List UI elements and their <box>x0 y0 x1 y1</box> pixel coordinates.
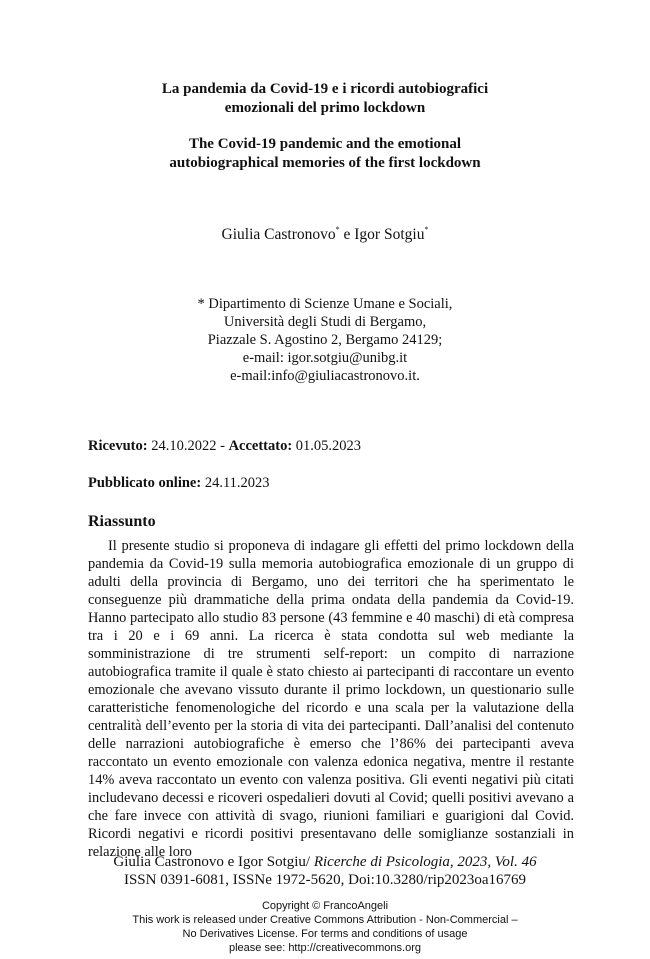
abstract-heading: Riassunto <box>88 513 156 530</box>
copyright-notice <box>0 899 650 955</box>
copyright-line-2: This work is released under Creative Commons Attribution - Non-Commercial – <box>132 914 518 926</box>
title-english-line-1: The Covid-19 pandemic and the emotional <box>188 136 462 152</box>
affiliation-line-4: e-mail: igor.sotgiu@unibg.it <box>242 350 408 366</box>
affiliation-line-2: Università degli Studi di Bergamo, <box>223 314 427 330</box>
citation-journal: Ricerche di Psicologia, 2023, Vol. 46 <box>310 854 537 870</box>
published-label: Pubblicato online: <box>88 475 202 491</box>
received-label: Ricevuto: <box>88 438 148 454</box>
affiliation <box>0 295 650 385</box>
accepted-label: Accettato: <box>228 438 293 454</box>
footer-citation <box>0 853 650 889</box>
affiliation-line-5: e-mail:info@giuliacastronovo.it. <box>230 368 420 384</box>
received-accepted-dates <box>88 437 361 455</box>
title-italian <box>0 80 650 118</box>
title-english-line-2: autobiographical memories of the first lockdown <box>169 155 481 171</box>
published-date: 24.11.2023 <box>201 475 270 491</box>
citation-authors: Giulia Castronovo e Igor Sotgiu/ <box>113 854 311 870</box>
abstract-body: Il presente studio si proponeva di indagare gli effetti del primo lockdown della pandemia da Covid-19 sulla memoria autobiografica emozionale di un gruppo di adulti della provincia di Bergamo, uno dei territori che ha sperimentato le conseguenze più drammatiche della prima ondata della pandemia da Covid-19. Hanno partecipato allo studio 83 persone (43 femmine e 40 maschi) di età compresa tra i 20 e i 69 anni. La ricerca è stata condotta sul web mediante la somministrazione di tre strumenti self-report: un compito di narrazione autobiografica tramite il quale è stato chiesto ai partecipanti di raccontare un evento emozionale che avevano vissuto durante il primo lockdown, un questionario sulle caratteristiche fenomenologiche del ricordo e una scala per la valutazione della centralità dell’evento per la storia di vita dei partecipanti. Dall’analisi del contenuto delle narrazioni autobiografiche è emerso che l’86% dei partecipanti aveva raccontato un evento emozionale con valenza edonica negativa, mentre il restante 14% aveva raccontato un evento con valenza positiva. Gli eventi negativi più citati includevano decessi e ricoveri ospedalieri dovuti al Covid; quelli positivi avevano a che fare invece con attività di svago, riunioni familiari e guarigioni dal Covid. Ricordi negativi e ricordi positivi presentavano delle somiglianze sostanziali in relazione alle loro <box>88 538 574 860</box>
author-name-2: Igor Sotgiu <box>354 226 425 243</box>
received-date: 24.10.2022 - <box>147 438 229 454</box>
title-english <box>0 135 650 173</box>
title-italian-line-2: emozionali del primo lockdown <box>224 100 426 116</box>
copyright-line-4: please see: http://creativecommons.org <box>229 942 421 954</box>
author-name-1: Giulia Castronovo <box>221 226 336 243</box>
copyright-line-3: No Derivatives License. For terms and conditions of usage <box>182 928 468 940</box>
issn-doi-line: ISSN 0391-6081, ISSNe 1972-5620, Doi:10.3280/rip2023oa16769 <box>123 872 527 888</box>
author-joiner: e <box>339 226 355 243</box>
citation-line <box>0 853 650 871</box>
affiliation-line-3: Piazzale S. Agostino 2, Bergamo 24129; <box>207 332 443 348</box>
author-mark-2: * <box>424 225 429 234</box>
copyright-line-1: Copyright © FrancoAngeli <box>261 900 389 912</box>
affiliation-line-1: * Dipartimento di Scienze Umane e Sociali, <box>197 296 453 312</box>
published-date-line <box>88 474 270 492</box>
title-italian-line-1: La pandemia da Covid-19 e i ricordi autobiografici <box>161 81 489 97</box>
accepted-date: 01.05.2023 <box>292 438 362 454</box>
author-mark-1: * <box>335 225 340 234</box>
authors <box>0 220 650 244</box>
